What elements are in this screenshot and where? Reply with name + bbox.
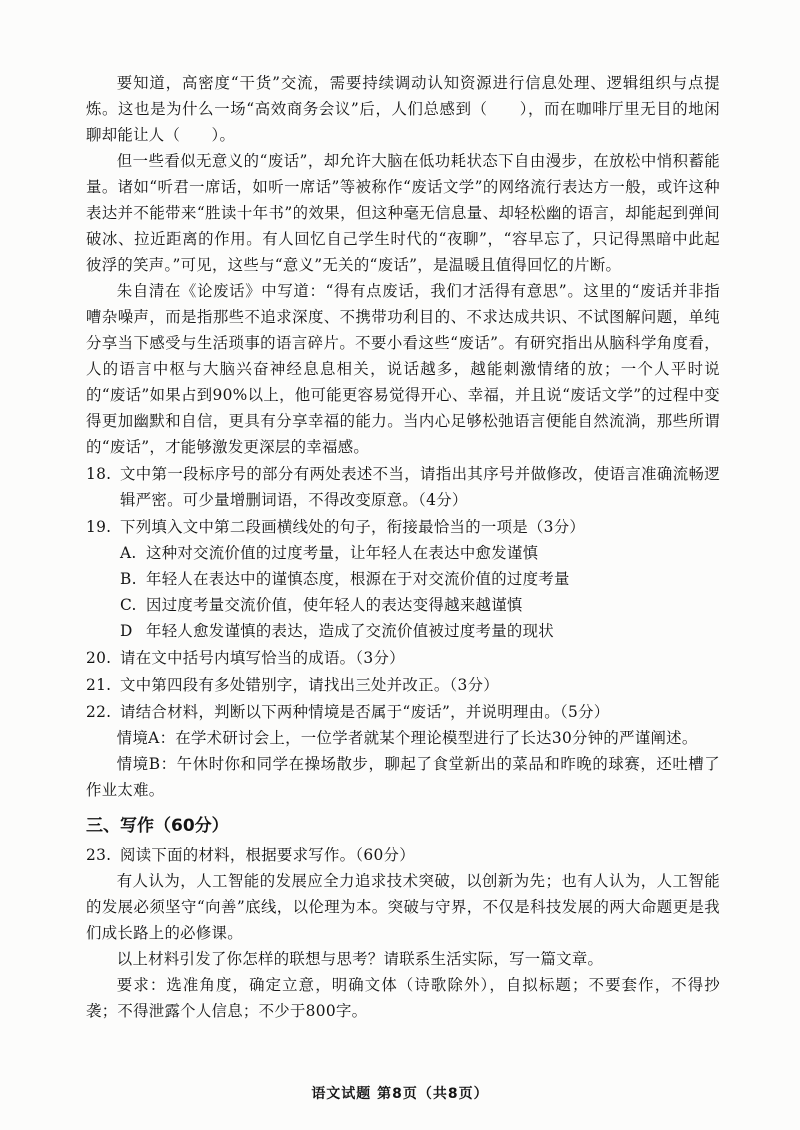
question-text: 请在文中括号内填写恰当的成语。（3分）: [120, 649, 405, 667]
question-number: 18.: [86, 465, 112, 483]
option-b: [86, 566, 720, 592]
option-letter: C.: [120, 596, 137, 614]
option-text: 这种对交流价值的过度考量，让年轻人在表达中愈发谨慎: [146, 544, 539, 562]
question-number: 19.: [86, 518, 112, 536]
question-number: 23.: [86, 846, 112, 864]
scenario-a: 情境A：在学术研讨会上，一位学者就某个理论模型进行了长达30分钟的严谨阐述。: [116, 729, 698, 747]
option-text: 因过度考量交流价值，使年轻人的表达变得越来越谨慎: [146, 596, 523, 614]
option-text: 年轻人愈发谨慎的表达，造成了交流价值被过度考量的现状: [146, 622, 554, 640]
question-number: 21.: [86, 676, 112, 694]
option-letter: D: [120, 622, 133, 640]
question-18: [86, 461, 720, 513]
question-22: [86, 699, 720, 725]
question-20: [86, 645, 720, 671]
passage-paragraph-2: 但一些看似无意义的“废话”，却允许大脑在低功耗状态下自由漫步，在放松中悄积蓄能量。诸如“听君一席话，如听一席话”等被称作“废话文学”的网络流行表达方一般，或许这种表达并不能带来“胜读十年书”的效果，但这种毫无信息量、却轻松幽的语言，却能起到弹间破冰、拉近距离的作用。有人回忆自己学生时代的“夜聊”，“容早忘了，只记得黑暗中此起彼浮的笑声。”可见，这些与“意义”无关的“废话”，是温暖且值得回忆的片断。: [86, 152, 720, 274]
writing-material: 有人认为，人工智能的发展应全力追求技术突破，以创新为先；也有人认为，人工智能的发展必须坚守“向善”底线，以伦理为本。突破与守界，不仅是科技发展的两大命题更是我们成长路上的必修课。: [86, 872, 720, 942]
question-23: [86, 842, 720, 868]
scenario-b: 情境B：午休时你和同学在操场散步，聊起了食堂新出的菜品和昨晚的球赛，还吐槽了作业太难。: [86, 755, 720, 799]
page-footer: 语文试题 第8页（共8页）: [311, 1086, 489, 1102]
question-21: [86, 672, 720, 698]
writing-requirements: 要求：选准角度，确定立意，明确文体（诗歌除外），自拟标题；不要套作，不得抄袭；不得泄露个人信息；不少于800字。: [86, 976, 720, 1020]
page-content: [86, 70, 720, 1024]
question-number: 22.: [86, 703, 112, 721]
question-text: 文中第四段有多处错别字，请找出三处并改正。（3分）: [120, 676, 499, 694]
question-text: 文中第一段标序号的部分有两处表述不当，请指出其序号并做修改，使语言准确流畅逻辑严密。可少量增删词语，不得改变原意。（4分）: [120, 465, 720, 509]
option-a: [86, 540, 720, 566]
question-text: 下列填入文中第二段画横线处的句子，衔接最恰当的一项是（3分）: [120, 518, 586, 536]
option-d: [86, 618, 720, 644]
option-letter: A.: [120, 544, 137, 562]
question-text: 阅读下面的材料，根据要求写作。（60分）: [120, 846, 415, 864]
question-number: 20.: [86, 649, 112, 667]
passage-paragraph-3: 朱自清在《论废话》中写道：“得有点废话，我们才活得有意思”。这里的“废话并非指嘈杂噪声，而是指那些不追求深度、不携带功利目的、不求达成共识、不试图解问题，单纯分享当下感受与生活琐事的语言碎片。不要小看这些“废话”。有研究指出从脑科学角度看，人的语言中枢与大脑兴奋神经息息相关，说话越多，越能刺激情绪的放；一个人平时说的“废话”如果占到90%以上，他可能更容易觉得开心、幸福，并且说“废话文学”的过程中变得更加幽默和自信，更具有分享幸福的能力。当内心足够松弛语言便能自然流淌，那些所谓的“废话”，才能够激发更深层的幸福感。: [86, 282, 720, 456]
option-letter: B.: [120, 570, 137, 588]
passage-paragraph-1: 要知道，高密度“干货”交流，需要持续调动认知资源进行信息处理、逻辑组织与点提炼。这也是为什么一场“高效商务会议”后，人们总感到（ ），而在咖啡厅里无目的地闲聊却能让人（ ）。: [86, 74, 720, 144]
question-19: [86, 514, 720, 540]
question-text: 请结合材料，判断以下两种情境是否属于“废话”，并说明理由。（5分）: [120, 703, 610, 721]
option-text: 年轻人在表达中的谨慎态度，根源在于对交流价值的过度考量: [146, 570, 570, 588]
writing-prompt: 以上材料引发了你怎样的联想与思考？请联系生活实际，写一篇文章。: [116, 950, 604, 968]
writing-section-title: 三、写作（60分）: [86, 816, 229, 836]
option-c: [86, 592, 720, 618]
